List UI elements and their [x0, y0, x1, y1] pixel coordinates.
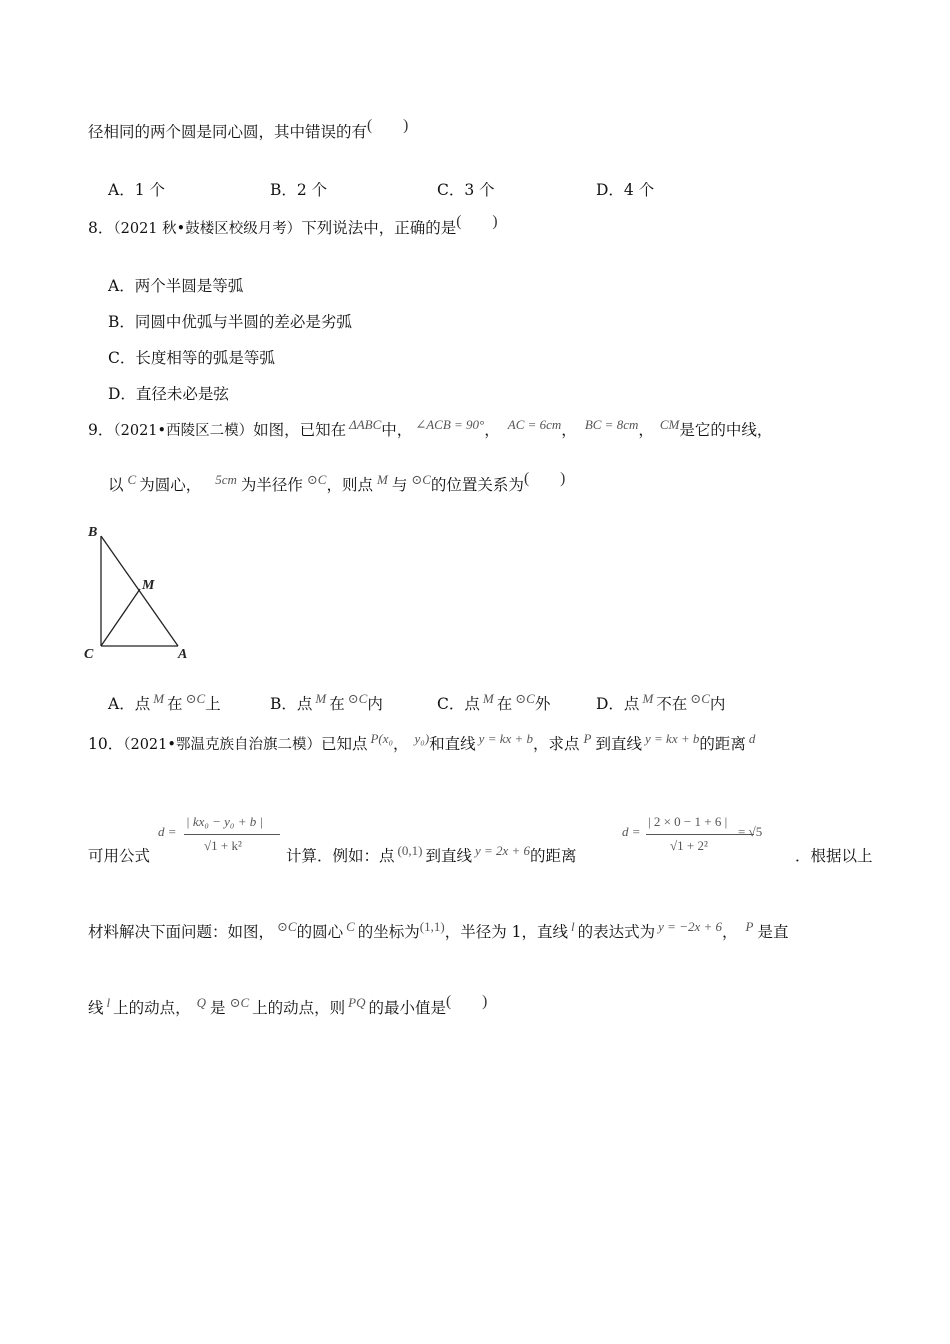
- q9-opt-c-text-3: 外: [534, 695, 551, 713]
- q10-text-5: 到直线: [595, 735, 643, 753]
- q10-math-y0: y₀): [414, 731, 430, 746]
- q10-l3-math-line: y = −2x + 6: [658, 919, 723, 934]
- q7-option-c: C．3 个: [437, 181, 495, 199]
- q9-opt-b-text: B．点: [270, 695, 313, 713]
- q9-math-bc: BC = 8cm: [584, 417, 639, 432]
- q10-math-p: P(x₀: [370, 731, 394, 746]
- q10-text-6: 的距离: [699, 735, 746, 753]
- q10-l3-math-l: l: [571, 919, 575, 934]
- formula-example-result: = √5: [738, 824, 763, 839]
- q9-text-6: 是它的中线，: [679, 421, 773, 439]
- q8-number: 8．: [88, 219, 114, 237]
- q9-option-d: [596, 692, 725, 714]
- q9-l2-text-e: 与: [391, 476, 408, 494]
- q10-text-1: 已知点: [320, 735, 368, 753]
- q10-l3-text-e: 的表达式为: [577, 923, 656, 941]
- q10-l3-math-coord: (1,1): [419, 919, 445, 934]
- median-cm: [101, 589, 140, 646]
- q10-l4-text-b: 上的动点，: [113, 999, 191, 1017]
- q10-l3-text-g: 是直: [757, 923, 789, 941]
- q9-l2-math-c: C: [127, 472, 137, 487]
- q10-text-2: ，: [393, 735, 409, 753]
- q10-text-3: 和直线: [429, 735, 476, 753]
- q9-option-c: [437, 692, 550, 714]
- q10-math-line-2: y = kx + b: [645, 731, 700, 746]
- q9-math-cm: CM: [659, 417, 680, 432]
- q10-source: （2021•鄂温克族自治旗二模）: [123, 737, 321, 753]
- q10-math-d: d: [748, 731, 756, 746]
- q9-math-angle: ∠ACB = 90°: [415, 417, 485, 432]
- q9-opt-b-text-3: 内: [367, 695, 383, 713]
- q10-tail-1: ．根据以上: [795, 847, 873, 865]
- q10-formula-example: [622, 812, 778, 864]
- q9-answer-paren: ( ): [523, 470, 566, 487]
- q9-text-5: ，: [638, 421, 654, 439]
- q9-opt-d-m: M: [642, 691, 654, 706]
- q9-text-1: 如图，已知在: [253, 421, 347, 439]
- formula-general-lhs: d =: [158, 824, 177, 839]
- q8-answer-paren: ( ): [456, 213, 498, 230]
- q10-l3-text-a: 材料解决下面问题：如图，: [88, 923, 275, 941]
- label-b: B: [88, 525, 98, 540]
- q10-l3-text-d: ，半径为 1，直线: [444, 923, 569, 941]
- q10-calc-text: 计算．例如：点: [286, 847, 395, 865]
- q9-opt-a-text-3: 上: [205, 695, 221, 713]
- q8-option-a: A．两个半圆是等弧: [108, 277, 244, 295]
- formula-general-denominator: √1 + k²: [204, 838, 242, 853]
- q8-stem-text: 下列说法中，正确的是: [301, 219, 457, 237]
- q9-opt-c-circle: ⊙C: [515, 691, 535, 706]
- q9-opt-b-m: M: [315, 691, 327, 706]
- q9-opt-a-m: M: [153, 691, 165, 706]
- q10-l3-math-c: C: [346, 919, 355, 934]
- q10-l4-text-e: 的最小值是: [368, 999, 447, 1017]
- q10-l4-math-q: Q: [196, 995, 207, 1010]
- q9-opt-a-circle: ⊙C: [185, 691, 206, 706]
- q10-l3-text-f: ，: [722, 923, 738, 941]
- q8-option-b: B．同圆中优弧与半圆的差必是劣弧: [108, 313, 352, 331]
- q9-opt-b-text-2: 在: [329, 695, 345, 713]
- q10-answer-paren: ( ): [446, 993, 488, 1010]
- q10-formula-intro: 可用公式: [88, 847, 151, 865]
- q9-math-ac: AC = 6cm: [507, 417, 562, 432]
- q9-text-2: 中，: [381, 421, 413, 439]
- q10-to-line-text: 到直线: [425, 847, 472, 865]
- q10-l3-math-p: P: [745, 919, 754, 934]
- label-m: M: [142, 578, 155, 593]
- q10-l4-text-d: 上的动点，则: [252, 999, 346, 1017]
- q7-answer-paren: ( ): [367, 117, 409, 134]
- label-a: A: [178, 647, 188, 662]
- q9-opt-d-circle: ⊙C: [690, 691, 710, 706]
- q10-stem-line-1: [88, 731, 756, 755]
- q9-opt-c-text-2: 在: [496, 695, 513, 713]
- q9-option-b: [270, 692, 383, 714]
- q7-stem-line: [88, 117, 409, 143]
- q8-source: （2021 秋•鼓楼区校级月考）: [113, 221, 302, 237]
- q10-dist-text: 的距离: [530, 847, 577, 865]
- q10-l3-text-c: 的坐标为: [357, 923, 420, 941]
- q10-l3-text-b: 的圆心: [296, 923, 344, 941]
- formula-example-denominator: √1 + 2²: [670, 838, 708, 853]
- q10-l4-text-c: 是: [210, 999, 226, 1017]
- q10-formula-general: [158, 812, 288, 862]
- q9-opt-c-m: M: [482, 691, 494, 706]
- q9-l2-text-a: 以: [108, 476, 124, 494]
- q9-l2-math-circle-2: ⊙C: [411, 472, 431, 487]
- q10-stem-line-4: [88, 993, 488, 1019]
- q9-stem-line-1: [88, 417, 773, 441]
- q7-stem-text: 径相同的两个圆是同心圆，其中错误的有: [88, 123, 368, 141]
- q7-option-b: B．2 个: [270, 181, 328, 199]
- q8-option-c: C．长度相等的弧是等弧: [108, 349, 275, 367]
- q10-stem-line-3: [88, 919, 789, 943]
- q9-opt-a-text: A．点: [108, 695, 151, 713]
- q10-math-p2: P: [583, 731, 592, 746]
- q9-opt-d-text: D．点: [596, 695, 640, 713]
- formula-example-numerator: | 2 × 0 − 1 + 6 |: [648, 814, 728, 829]
- q9-option-a: [108, 692, 221, 714]
- q9-l2-text-b: 为圆心，: [139, 476, 202, 494]
- q9-text-3: ，: [484, 421, 500, 439]
- q9-opt-d-text-2: 不在: [656, 695, 688, 713]
- formula-general-bar: [184, 834, 280, 835]
- q9-source: （2021•西陵区二模）: [113, 423, 254, 439]
- q7-option-d: D．4 个: [596, 181, 655, 199]
- q10-math-point: (0,1): [397, 843, 423, 858]
- q10-calc-line: [286, 843, 577, 867]
- q9-triangle-figure: [80, 518, 200, 668]
- q10-l4-math-circle: ⊙C: [229, 995, 250, 1010]
- q8-option-d: D．直径未必是弦: [108, 385, 229, 403]
- q9-l2-math-radius: 5cm: [215, 472, 237, 487]
- q10-number: 10．: [88, 735, 124, 753]
- q10-l4-math-pq: PQ: [348, 995, 366, 1010]
- q9-opt-a-text-2: 在: [167, 695, 183, 713]
- q10-l3-math-circle: ⊙C: [277, 919, 297, 934]
- q10-math-line: y = kx + b: [478, 731, 534, 746]
- q9-l2-text-d: ，则点: [326, 476, 373, 494]
- q9-l2-text-c: 为半径作: [240, 476, 303, 494]
- label-c: C: [84, 647, 94, 662]
- q9-l2-text-f: 的位置关系为: [430, 476, 524, 494]
- q10-math-line-eq: y = 2x + 6: [474, 843, 531, 858]
- q10-l4-math-l: l: [106, 995, 111, 1010]
- formula-example-lhs: d =: [622, 824, 641, 839]
- q8-stem-line: [88, 213, 498, 239]
- q7-option-a: A．1 个: [108, 181, 165, 199]
- q9-stem-line-2: [108, 470, 566, 496]
- q9-number: 9．: [88, 421, 114, 439]
- q9-math-triangle: ΔABC: [349, 417, 382, 432]
- q10-text-4: ，求点: [533, 735, 580, 753]
- formula-general-numerator: | kx₀ − y₀ + b |: [186, 814, 264, 829]
- q9-text-4: ，: [561, 421, 577, 439]
- q9-opt-c-text: C．点: [437, 695, 480, 713]
- q9-l2-math-m: M: [376, 472, 388, 487]
- q9-opt-d-text-3: 内: [709, 695, 726, 713]
- q9-l2-math-circle: ⊙C: [306, 472, 327, 487]
- q10-l4-text-a: 线: [88, 999, 104, 1017]
- q9-opt-b-circle: ⊙C: [347, 691, 368, 706]
